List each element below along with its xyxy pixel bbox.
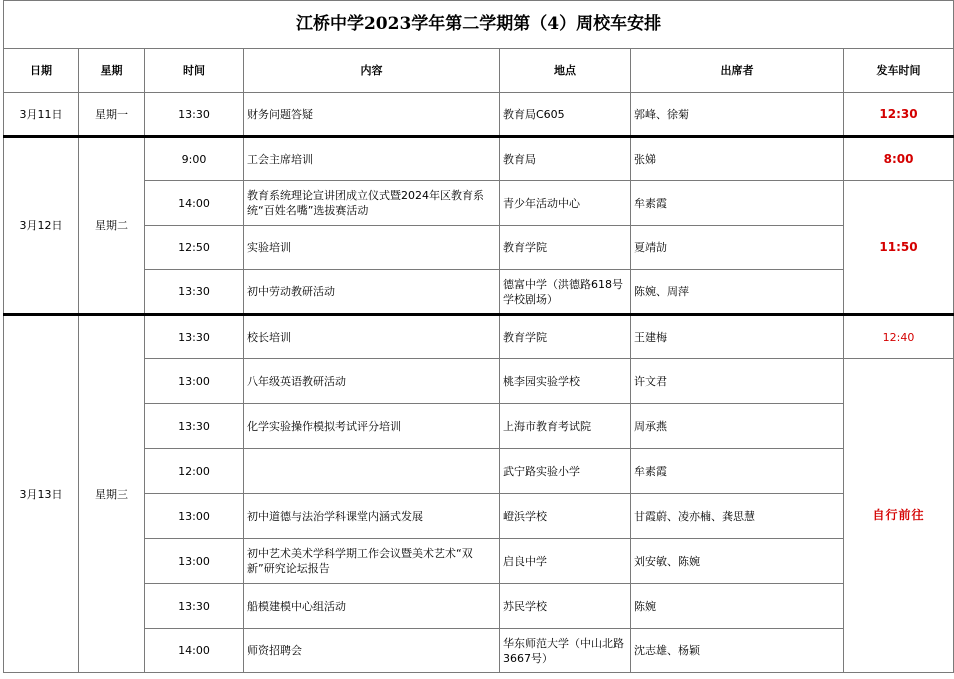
attendees-cell: 牟素霞 — [631, 181, 844, 226]
time-cell: 9:00 — [145, 137, 244, 181]
time-cell: 13:00 — [145, 359, 244, 404]
attendees-cell: 夏靖劼 — [631, 226, 844, 270]
table-row — [4, 494, 954, 539]
content-cell — [244, 449, 500, 494]
location-cell: 启良中学 — [500, 539, 631, 584]
attendees-cell: 刘安敏、陈婉 — [631, 539, 844, 584]
departure-cell: 11:50 — [844, 181, 954, 315]
table-row — [4, 270, 954, 315]
table-row — [4, 181, 954, 226]
table-row — [4, 226, 954, 270]
header-content: 内容 — [244, 49, 500, 93]
time-cell: 12:00 — [145, 449, 244, 494]
date-cell: 3月12日 — [4, 137, 79, 315]
content-cell: 校长培训 — [244, 315, 500, 359]
location-cell: 教育局C605 — [500, 93, 631, 137]
attendees-cell: 沈志雄、杨颖 — [631, 629, 844, 673]
weekday-cell: 星期二 — [79, 137, 145, 315]
location-cell: 桃李园实验学校 — [500, 359, 631, 404]
time-cell: 13:30 — [145, 404, 244, 449]
departure-cell: 8:00 — [844, 137, 954, 181]
departure-cell: 12:30 — [844, 93, 954, 137]
schedule-table — [3, 0, 954, 673]
time-cell: 13:30 — [145, 270, 244, 315]
content-cell: 初中道德与法治学科课堂内涵式发展 — [244, 494, 500, 539]
content-cell: 实验培训 — [244, 226, 500, 270]
attendees-cell: 许文君 — [631, 359, 844, 404]
attendees-cell: 陈婉 — [631, 584, 844, 629]
attendees-cell: 甘霞蔚、凌亦楠、龚思慧 — [631, 494, 844, 539]
location-cell: 武宁路实验小学 — [500, 449, 631, 494]
date-cell: 3月13日 — [4, 315, 79, 673]
attendees-cell: 郭峰、徐菊 — [631, 93, 844, 137]
table-row — [4, 93, 954, 137]
location-cell: 教育局 — [500, 137, 631, 181]
departure-cell: 自行前往 — [844, 359, 954, 673]
location-cell: 青少年活动中心 — [500, 181, 631, 226]
header-row — [4, 49, 954, 93]
attendees-cell: 张娣 — [631, 137, 844, 181]
content-cell: 教育系统理论宣讲团成立仪式暨2024年区教育系统“百姓名嘴”选拔赛活动 — [244, 181, 500, 226]
table-row — [4, 137, 954, 181]
content-cell: 财务问题答疑 — [244, 93, 500, 137]
content-cell: 工会主席培训 — [244, 137, 500, 181]
header-departure: 发车时间 — [844, 49, 954, 93]
content-cell: 化学实验操作模拟考试评分培训 — [244, 404, 500, 449]
header-weekday: 星期 — [79, 49, 145, 93]
header-date: 日期 — [4, 49, 79, 93]
time-cell: 13:00 — [145, 539, 244, 584]
location-cell: 华东师范大学（中山北路3667号） — [500, 629, 631, 673]
location-cell: 德富中学（洪德路618号学校剧场） — [500, 270, 631, 315]
departure-cell: 12:40 — [844, 315, 954, 359]
time-cell: 14:00 — [145, 629, 244, 673]
header-time: 时间 — [145, 49, 244, 93]
weekday-cell: 星期三 — [79, 315, 145, 673]
attendees-cell: 陈婉、周萍 — [631, 270, 844, 315]
location-cell: 上海市教育考试院 — [500, 404, 631, 449]
content-cell: 师资招聘会 — [244, 629, 500, 673]
table-row — [4, 629, 954, 673]
table-row — [4, 315, 954, 359]
content-cell: 八年级英语教研活动 — [244, 359, 500, 404]
attendees-cell: 牟素霞 — [631, 449, 844, 494]
content-cell: 初中劳动教研活动 — [244, 270, 500, 315]
location-cell: 苏民学校 — [500, 584, 631, 629]
content-cell: 初中艺术美术学科学期工作会议暨美术艺术“双新”研究论坛报告 — [244, 539, 500, 584]
header-attendees: 出席者 — [631, 49, 844, 93]
location-cell: 教育学院 — [500, 226, 631, 270]
date-cell: 3月11日 — [4, 93, 79, 137]
table-row — [4, 404, 954, 449]
time-cell: 13:30 — [145, 584, 244, 629]
table-row — [4, 449, 954, 494]
table-row — [4, 584, 954, 629]
attendees-cell: 王建梅 — [631, 315, 844, 359]
weekday-cell: 星期一 — [79, 93, 145, 137]
location-cell: 嶝浜学校 — [500, 494, 631, 539]
location-cell: 教育学院 — [500, 315, 631, 359]
header-location: 地点 — [500, 49, 631, 93]
table-row — [4, 539, 954, 584]
content-cell: 船模建模中心组活动 — [244, 584, 500, 629]
time-cell: 12:50 — [145, 226, 244, 270]
time-cell: 14:00 — [145, 181, 244, 226]
sheet-title: 江桥中学2023学年第二学期第（4）周校车安排 — [4, 1, 954, 49]
attendees-cell: 周承燕 — [631, 404, 844, 449]
table-row — [4, 359, 954, 404]
time-cell: 13:00 — [145, 494, 244, 539]
time-cell: 13:30 — [145, 315, 244, 359]
time-cell: 13:30 — [145, 93, 244, 137]
